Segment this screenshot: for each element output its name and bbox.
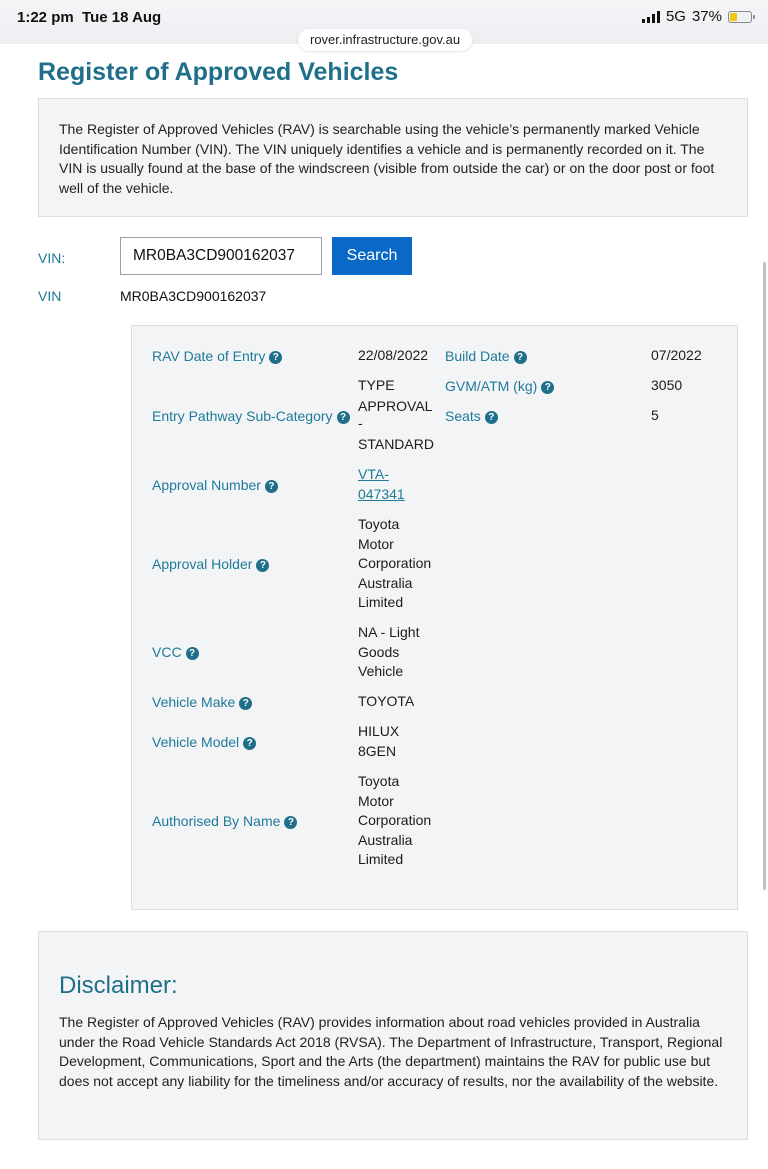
cellular-signal-icon xyxy=(642,11,660,23)
question-circle-icon[interactable]: ? xyxy=(269,351,282,364)
result-vin-label: VIN xyxy=(38,288,62,304)
entry-pathway-value-line4: STANDARD xyxy=(358,436,434,452)
network-type: 5G xyxy=(665,8,686,25)
battery-icon xyxy=(728,11,752,23)
vcc-value: NA - Light Goods Vehicle xyxy=(358,624,420,680)
gvm-label: GVM/ATM (kg) ? xyxy=(445,378,554,394)
status-time xyxy=(17,9,161,26)
disclaimer-text: The Register of Approved Vehicles (RAV) provides information about road vehicles provided in Australia under the Road Vehicle Standards Act 2018 (RVSA). The Department of Infrastructure, Transport, Regional Development, Communications, Sport and the Arts (the department) maintains the RAV for public use but does not accept any liability for the timeliness and/or accuracy of results, nor the availability of the website. xyxy=(59,1014,723,1089)
question-circle-icon[interactable]: ? xyxy=(284,816,297,829)
seats-label: Seats ? xyxy=(445,408,498,424)
rav-date-label: RAV Date of Entry ? xyxy=(152,348,282,364)
result-vin-value: MR0BA3CD900162037 xyxy=(120,288,267,304)
vehicle-make-value: TOYOTA xyxy=(358,693,415,709)
question-circle-icon[interactable]: ? xyxy=(485,411,498,424)
address-bar-url[interactable]: rover.infrastructure.gov.au xyxy=(298,29,472,51)
vehicle-details-panel xyxy=(131,325,738,910)
build-date-label: Build Date ? xyxy=(445,348,527,364)
approval-holder-label: Approval Holder ? xyxy=(152,556,269,572)
battery-percent: 37% xyxy=(691,8,722,25)
rav-date-value: 22/08/2022 xyxy=(358,347,429,363)
status-date: Tue 18 Aug xyxy=(82,9,162,26)
status-indicators xyxy=(642,8,752,25)
question-circle-icon[interactable]: ? xyxy=(186,647,199,660)
question-circle-icon[interactable]: ? xyxy=(514,351,527,364)
authorised-by-value: Toyota Motor Corporation Australia Limited xyxy=(358,773,432,868)
entry-pathway-label: Entry Pathway Sub-Category ? xyxy=(152,408,350,424)
question-circle-icon[interactable]: ? xyxy=(256,559,269,572)
vehicle-make-label: Vehicle Make ? xyxy=(152,694,252,710)
intro-panel xyxy=(38,98,748,217)
authorised-by-label: Authorised By Name ? xyxy=(152,813,297,829)
build-date-value: 07/2022 xyxy=(651,347,702,363)
gvm-value: 3050 xyxy=(651,377,683,393)
entry-pathway-value-line3: - xyxy=(358,415,363,431)
approval-number-label: Approval Number ? xyxy=(152,477,278,493)
question-circle-icon[interactable]: ? xyxy=(239,697,252,710)
vehicle-model-value: HILUX 8GEN xyxy=(358,723,400,759)
vcc-label: VCC ? xyxy=(152,644,199,660)
vin-search-input[interactable] xyxy=(120,237,322,275)
page-scrollbar[interactable] xyxy=(763,262,766,890)
question-circle-icon[interactable]: ? xyxy=(337,411,350,424)
question-circle-icon[interactable]: ? xyxy=(265,480,278,493)
vehicle-model-label: Vehicle Model ? xyxy=(152,734,256,750)
entry-pathway-value-line1: TYPE xyxy=(358,377,395,393)
approval-holder-value: Toyota Motor Corporation Australia Limited xyxy=(358,516,432,611)
page-title: Register of Approved Vehicles xyxy=(38,58,399,86)
disclaimer-panel xyxy=(38,931,748,1140)
status-clock: 1:22 pm xyxy=(17,9,74,26)
intro-text: The Register of Approved Vehicles (RAV) is searchable using the vehicle’s permanently marked Vehicle Identification Number (VIN). The VIN uniquely identifies a vehicle and is permanently recorded on it. The VIN is usually found at the base of the windscreen (visible from outside the car) or on the door post or foot well of the vehicle. xyxy=(59,121,715,196)
question-circle-icon[interactable]: ? xyxy=(243,737,256,750)
entry-pathway-value-line2: APPROVAL xyxy=(358,398,433,414)
search-button[interactable]: Search xyxy=(332,237,412,275)
vin-search-label: VIN: xyxy=(38,250,66,266)
approval-number-link-line2[interactable]: 047341 xyxy=(358,486,405,502)
question-circle-icon[interactable]: ? xyxy=(541,381,554,394)
disclaimer-title: Disclaimer: xyxy=(59,972,178,999)
seats-value: 5 xyxy=(651,407,659,423)
approval-number-link-line1[interactable]: VTA- xyxy=(358,466,389,482)
